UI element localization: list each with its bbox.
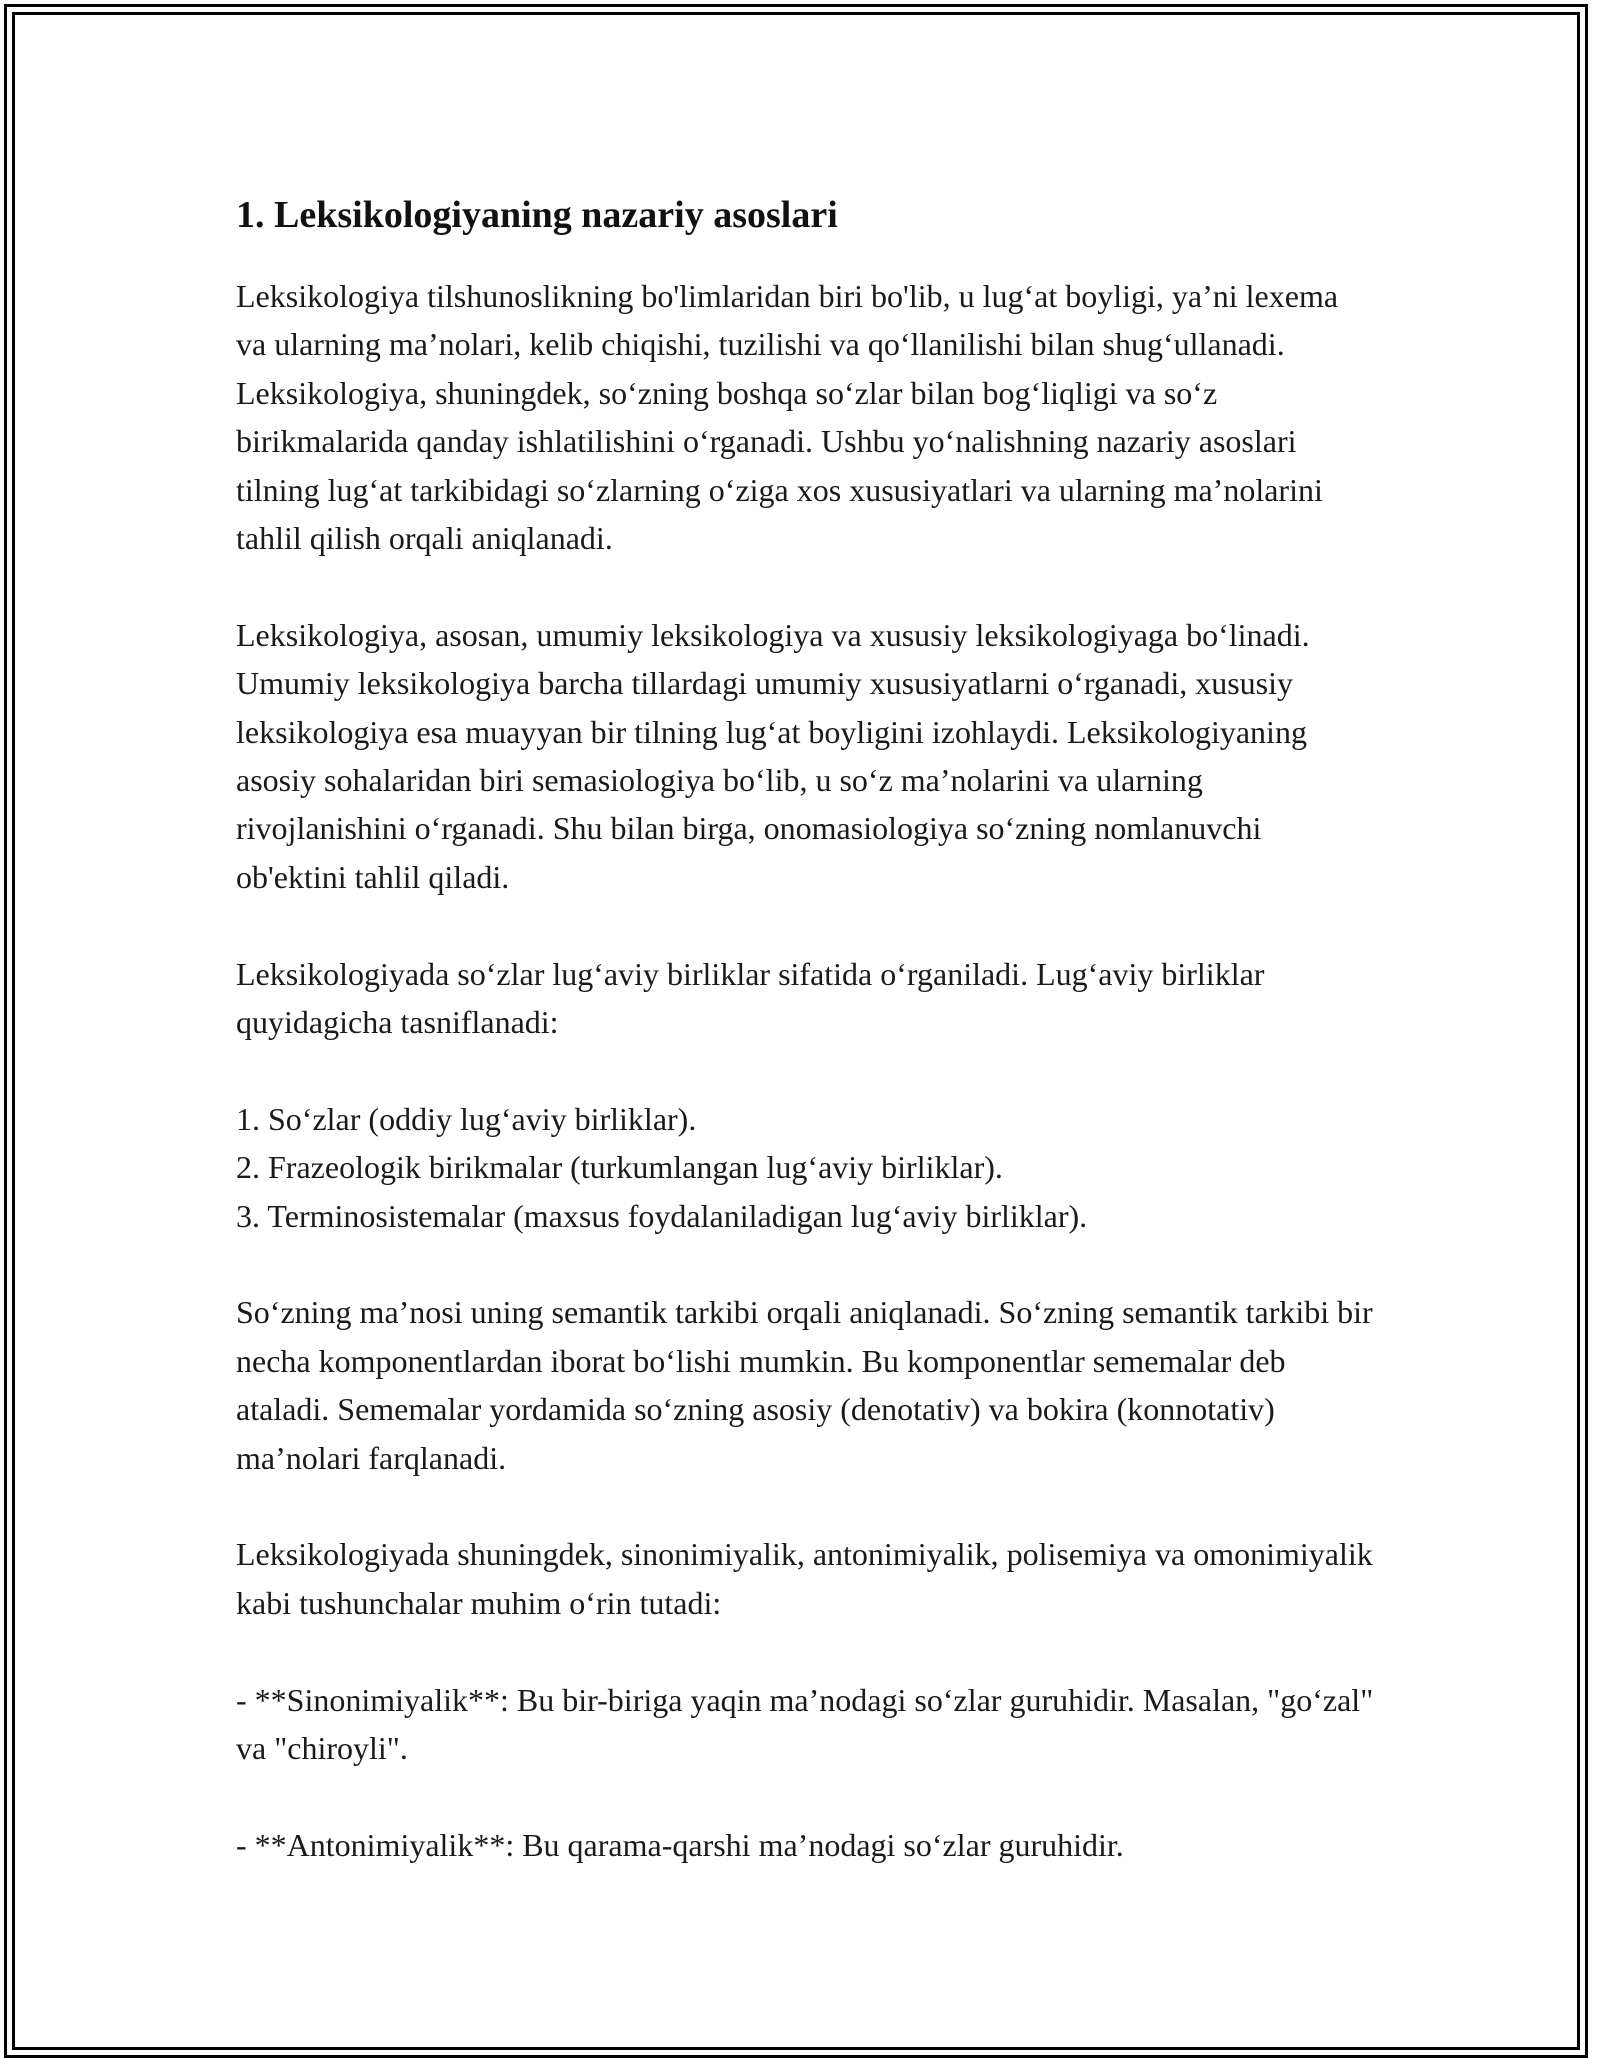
paragraph-concepts: Leksikologiyada shuningdek, sinonimiyalik, antonimiyalik, polisemiya va omonimiyalik kabi tushunchalar muhim o‘rin tutadi: bbox=[236, 1536, 1373, 1621]
paragraph-semantics: So‘zning ma’nosi uning semantik tarkibi orqali aniqlanadi. So‘zning semantik tarkibi bir necha komponentlardan iborat bo‘lishi mumkin. Bu komponentlar sememalar deb ataladi. Sememalar yordamida so‘zning asosiy (denotativ) va bokira (konnotativ) ma’nolari farqlanadi. bbox=[236, 1294, 1373, 1476]
list-item: 1. So‘zlar (oddiy lug‘aviy birliklar). bbox=[236, 1100, 697, 1137]
document-body bbox=[236, 188, 1376, 1918]
list-item: 3. Terminosistemalar (maxsus foydalaniladigan lug‘aviy birliklar). bbox=[236, 1197, 1088, 1234]
paragraph-synonymy: - **Sinonimiyalik**: Bu bir-biriga yaqin ma’nodagi so‘zlar guruhidir. Masalan, "go‘zal" va "chiroyli". bbox=[236, 1681, 1374, 1767]
paragraph-lexical-units: Leksikologiyada so‘zlar lug‘aviy birliklar sifatida o‘rganiladi. Lug‘aviy birliklar quyidagicha tasniflanadi: bbox=[236, 955, 1265, 1041]
document-title: 1. Leksikologiyaning nazariy asoslari bbox=[236, 194, 838, 236]
list-item: 2. Frazeologik birikmalar (turkumlangan lug‘aviy birliklar). bbox=[236, 1149, 1003, 1186]
paragraph-antonymy: - **Antonimiyalik**: Bu qarama-qarshi ma’nodagi so‘zlar guruhidir. bbox=[236, 1826, 1124, 1863]
lexical-units-list bbox=[236, 1095, 1376, 1240]
paragraph-divisions: Leksikologiya, asosan, umumiy leksikologiya va xususiy leksikologiyaga bo‘linadi. Umumiy leksikologiya barcha tillardagi umumiy xususiyatlarni o‘rganadi, xususiy leksikologiya esa muayyan bir tilning lug‘at boyligini izohlaydi. Leksikologiyaning asosiy sohalaridan biri semasiologiya bo‘lib, u so‘z ma’nolarini va ularning rivojlanishini o‘rganadi. Shu bilan birga, onomasiologiya so‘zning nomlanuvchi ob'ektini tahlil qiladi. bbox=[236, 616, 1310, 895]
paragraph-definition: Leksikologiya tilshunoslikning bo'limlaridan biri bo'lib, u lug‘at boyligi, ya’ni lexema va ularning ma’nolari, kelib chiqishi, tuzilishi va qo‘llanilishi bilan shug‘ullanadi. Leksikologiya, shuningdek, so‘zning boshqa so‘zlar bilan bog‘liqligi va so‘z birikmalarida qanday ishlatilishini o‘rganadi. Ushbu yo‘nalishning nazariy asoslari tilning lug‘at tarkibidagi so‘zlarning o‘ziga xos xususiyatlari va ularning ma’nolarini tahlil qilish orqali aniqlanadi. bbox=[236, 278, 1339, 557]
